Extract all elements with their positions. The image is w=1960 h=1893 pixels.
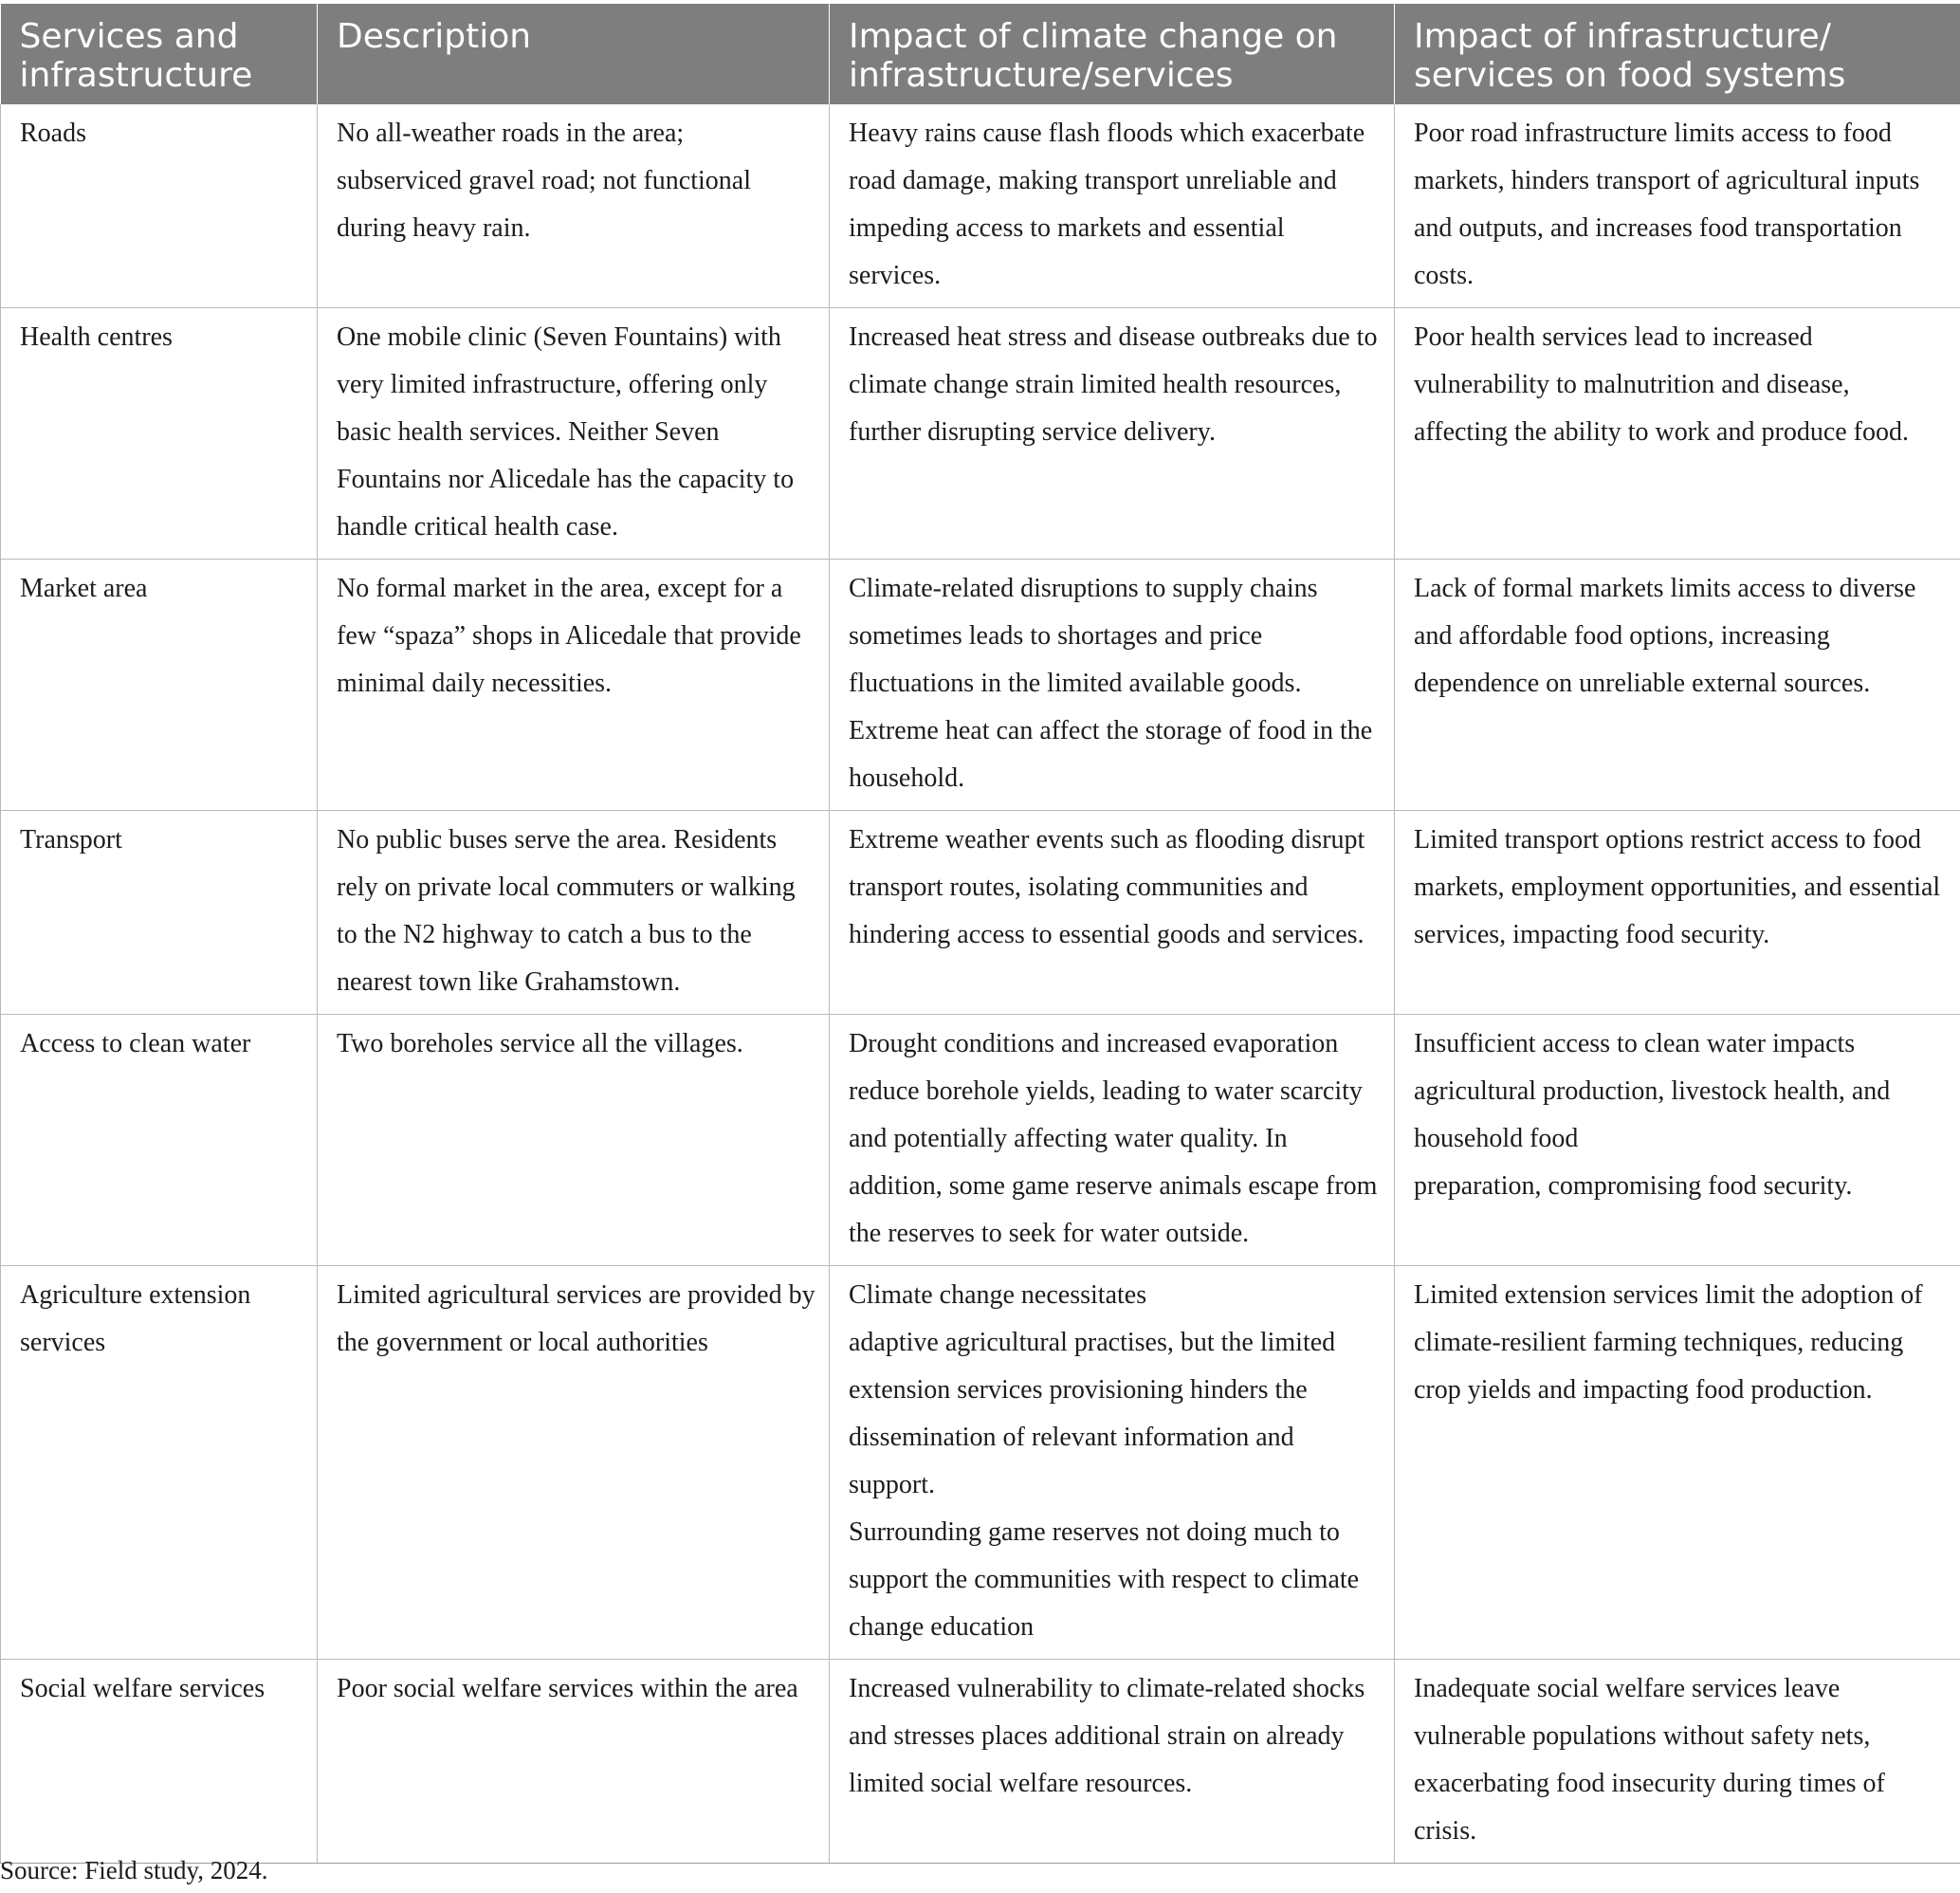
services-impact-table xyxy=(0,4,1960,1864)
header-services: Services and infrastructure xyxy=(1,4,318,104)
cell-food-impact: Poor road infrastructure limits access to food markets, hinders transport of agricultural inputs and outputs, and increases food transportation costs. xyxy=(1395,104,1960,308)
cell-service: Agriculture extension services xyxy=(1,1266,318,1660)
source-note: Source: Field study, 2024. xyxy=(0,1856,268,1884)
cell-food-impact: Limited extension services limit the adoption of climate-resilient farming techniques, reducing crop yields and impacting food production. xyxy=(1395,1266,1960,1660)
cell-description: No public buses serve the area. Residents rely on private local commuters or walking to the N2 highway to catch a bus to the nearest town like Grahamstown. xyxy=(318,811,830,1015)
cell-description: Poor social welfare services within the area xyxy=(318,1660,830,1864)
header-row xyxy=(1,4,1960,104)
cell-climate-impact: Climate change necessitates adaptive agricultural practises, but the limited extension services provisioning hinders the dissemination of relevant information and support. Surrounding game reserves not doing much to support the communities with respect to climate change education xyxy=(830,1266,1395,1660)
cell-food-impact: Inadequate social welfare services leave vulnerable populations without safety nets, exacerbating food insecurity during times of crisis. xyxy=(1395,1660,1960,1864)
header-food-impact: Impact of infrastructure/ services on food systems xyxy=(1395,4,1960,104)
cell-description: No formal market in the area, except for a few “spaza” shops in Alicedale that provide minimal daily necessities. xyxy=(318,560,830,811)
cell-service: Social welfare services xyxy=(1,1660,318,1864)
table-row xyxy=(1,1015,1960,1266)
cell-service: Market area xyxy=(1,560,318,811)
cell-service: Transport xyxy=(1,811,318,1015)
table-row xyxy=(1,560,1960,811)
cell-food-impact: Limited transport options restrict access to food markets, employment opportunities, and essential services, impacting food security. xyxy=(1395,811,1960,1015)
header-climate-impact: Impact of climate change on infrastructure/services xyxy=(830,4,1395,104)
cell-description: One mobile clinic (Seven Fountains) with very limited infrastructure, offering only basic health services. Neither Seven Fountains nor Alicedale has the capacity to handle critical health case. xyxy=(318,308,830,560)
cell-food-impact: Lack of formal markets limits access to diverse and affordable food options, increasing dependence on unreliable external sources. xyxy=(1395,560,1960,811)
cell-climate-impact: Extreme weather events such as flooding disrupt transport routes, isolating communities and hindering access to essential goods and services. xyxy=(830,811,1395,1015)
table-body xyxy=(1,104,1960,1864)
cell-climate-impact: Heavy rains cause flash floods which exacerbate road damage, making transport unreliable and impeding access to markets and essential services. xyxy=(830,104,1395,308)
cell-description: No all-weather roads in the area; subserviced gravel road; not functional during heavy rain. xyxy=(318,104,830,308)
table-container xyxy=(0,4,1960,1864)
table-header xyxy=(1,4,1960,104)
cell-climate-impact: Climate-related disruptions to supply chains sometimes leads to shortages and price fluctuations in the limited available goods. Extreme heat can affect the storage of food in the household. xyxy=(830,560,1395,811)
cell-description: Limited agricultural services are provided by the government or local authorities xyxy=(318,1266,830,1660)
cell-food-impact: Insufficient access to clean water impacts agricultural production, livestock health, and household food preparation, compromising food security. xyxy=(1395,1015,1960,1266)
cell-climate-impact: Increased vulnerability to climate-related shocks and stresses places additional strain on already limited social welfare resources. xyxy=(830,1660,1395,1864)
table-row xyxy=(1,308,1960,560)
cell-service: Access to clean water xyxy=(1,1015,318,1266)
table-row xyxy=(1,1660,1960,1864)
table-row xyxy=(1,811,1960,1015)
cell-climate-impact: Increased heat stress and disease outbreaks due to climate change strain limited health resources, further disrupting service delivery. xyxy=(830,308,1395,560)
table-row xyxy=(1,1266,1960,1660)
table-row xyxy=(1,104,1960,308)
cell-climate-impact: Drought conditions and increased evaporation reduce borehole yields, leading to water scarcity and potentially affecting water quality. In addition, some game reserve animals escape from the reserves to seek for water outside. xyxy=(830,1015,1395,1266)
cell-food-impact: Poor health services lead to increased vulnerability to malnutrition and disease, affecting the ability to work and produce food. xyxy=(1395,308,1960,560)
header-description: Description xyxy=(318,4,830,104)
cell-description: Two boreholes service all the villages. xyxy=(318,1015,830,1266)
cell-service: Health centres xyxy=(1,308,318,560)
cell-service: Roads xyxy=(1,104,318,308)
